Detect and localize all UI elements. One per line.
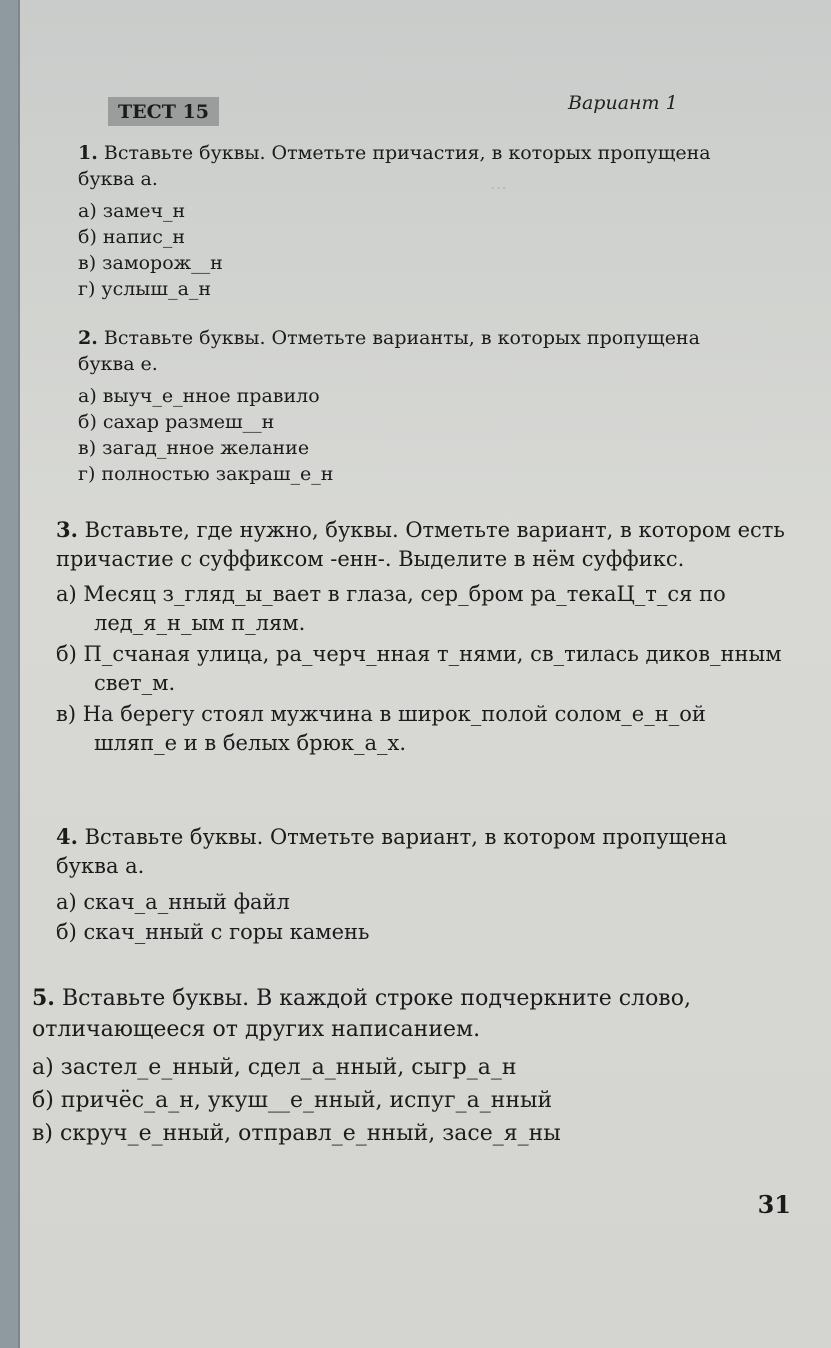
task-2 xyxy=(78,325,758,487)
variant-label: Вариант 1 xyxy=(568,92,678,114)
option-a: а) Месяц з_гляд_ы_вает в глаза, сер_бром ра_текаЦ_т_ся по лед_я_н_ым п_лям. xyxy=(56,582,726,635)
task-number: 1. xyxy=(78,142,98,164)
option-a: а) застел_е_нный, сдел_а_нный, сыгр_а_н xyxy=(32,1055,517,1080)
option-c: в) загад_нное желание xyxy=(78,437,310,459)
task-question xyxy=(56,822,786,881)
options-list xyxy=(78,198,758,302)
option-d: г) услыш_а_н xyxy=(78,278,212,300)
task-5 xyxy=(32,983,812,1150)
task-text: Вставьте буквы. Отметьте вариант, в котором пропущена буква а. xyxy=(56,825,728,878)
option-b: б) напис_н xyxy=(78,226,186,248)
option-b: б) причёс_а_н, укуш__е_нный, испуг_а_нный xyxy=(32,1088,553,1113)
task-1 xyxy=(78,140,758,302)
textbook-page xyxy=(18,0,831,1348)
option-c: в) На берегу стоял мужчина в широк_полой солом_е_н_ой шляп_е и в белых брюк_а_х. xyxy=(56,702,706,755)
show-through-text: ... xyxy=(490,173,508,194)
options-list xyxy=(56,887,786,947)
task-question xyxy=(56,515,786,574)
task-text: Вставьте, где нужно, буквы. Отметьте вариант, в котором есть причастие с суффиксом -енн-. Выделите в нём суффикс. xyxy=(56,518,785,571)
options-list xyxy=(32,1051,812,1150)
options-list xyxy=(56,580,786,758)
option-a: а) скач_а_нный файл xyxy=(56,890,290,914)
option-c: в) скруч_е_нный, отправл_е_нный, засе_я_ны xyxy=(32,1121,561,1146)
option-a: а) выуч_е_нное правило xyxy=(78,385,320,407)
option-c: в) заморож__н xyxy=(78,252,223,274)
task-4 xyxy=(56,822,786,947)
task-text: Вставьте буквы. В каждой строке подчеркните слово, отличающееся от других написанием. xyxy=(32,986,691,1042)
test-label: ТЕСТ 15 xyxy=(108,97,219,126)
option-a: а) замеч_н xyxy=(78,200,186,222)
options-list xyxy=(78,383,758,487)
page-number: 31 xyxy=(757,1190,791,1219)
task-text: Вставьте буквы. Отметьте варианты, в которых пропущена буква е. xyxy=(78,327,700,375)
task-text: Вставьте буквы. Отметьте причастия, в которых пропущена буква а. xyxy=(78,142,711,190)
task-number: 5. xyxy=(32,985,55,1011)
task-3 xyxy=(56,515,786,760)
option-b: б) сахар размеш__н xyxy=(78,411,275,433)
option-b: б) П_счаная улица, ра_черч_нная т_нями, св_тилась диков_нным свет_м. xyxy=(56,642,782,695)
task-question xyxy=(78,325,758,377)
task-question xyxy=(78,140,758,192)
task-number: 4. xyxy=(56,824,78,849)
option-d: г) полностью закраш_е_н xyxy=(78,463,334,485)
task-question xyxy=(32,983,812,1045)
task-number: 3. xyxy=(56,517,78,542)
task-number: 2. xyxy=(78,327,98,349)
option-b: б) скач_нный с горы камень xyxy=(56,920,370,944)
